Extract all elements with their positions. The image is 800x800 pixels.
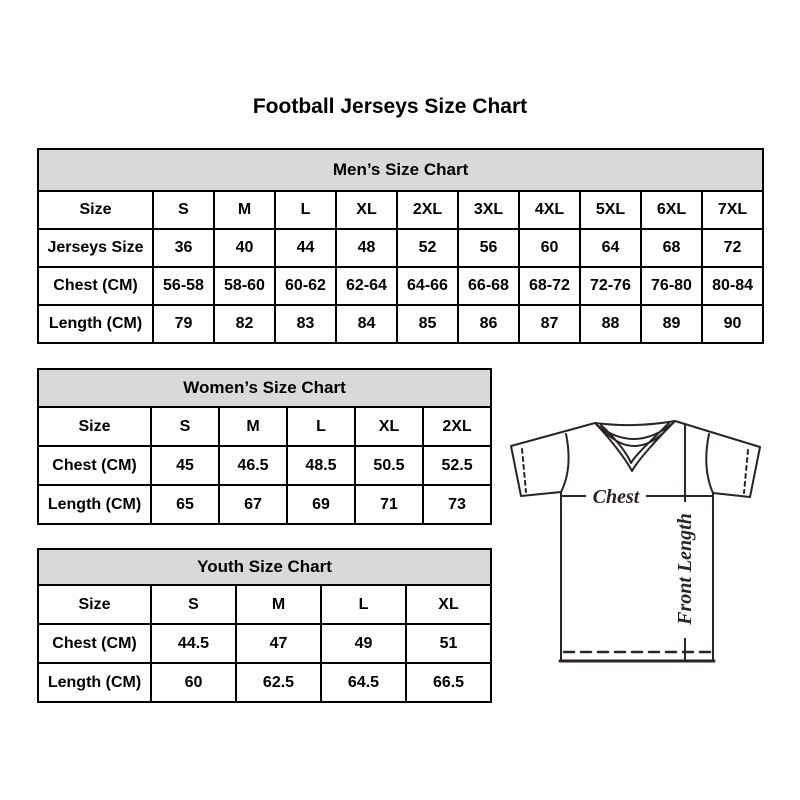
table-cell: 60-62: [275, 267, 336, 305]
table-cell: 3XL: [458, 191, 519, 229]
table-cell: 64: [580, 229, 641, 267]
table-cell: L: [287, 407, 355, 446]
table-cell: 82: [214, 305, 275, 343]
table-cell: 89: [641, 305, 702, 343]
chest-label: Chest: [592, 486, 640, 508]
table-cell: XL: [355, 407, 423, 446]
table-cell: 56-58: [153, 267, 214, 305]
table-cell: S: [151, 585, 236, 624]
table-cell: 36: [153, 229, 214, 267]
table-cell: 79: [153, 305, 214, 343]
table-cell: 72-76: [580, 267, 641, 305]
table-row: [38, 229, 763, 267]
table-cell: 69: [287, 485, 355, 524]
table-cell: 65: [151, 485, 219, 524]
table-cell: 68: [641, 229, 702, 267]
table-cell: 7XL: [702, 191, 763, 229]
table-cell: S: [153, 191, 214, 229]
table-cell: 76-80: [641, 267, 702, 305]
table-cell: 47: [236, 624, 321, 663]
table-cell: 85: [397, 305, 458, 343]
row-label: Chest (CM): [38, 267, 153, 305]
table-row: [38, 305, 763, 343]
table-cell: 48: [336, 229, 397, 267]
table-cell: 64-66: [397, 267, 458, 305]
table-row: [38, 407, 491, 446]
youth-size-table: [37, 548, 492, 703]
jersey-measurement-diagram: [505, 408, 770, 668]
row-label: Length (CM): [38, 663, 151, 702]
table-cell: 62.5: [236, 663, 321, 702]
table-cell: 5XL: [580, 191, 641, 229]
table-cell: XL: [406, 585, 491, 624]
table-cell: 64.5: [321, 663, 406, 702]
table-cell: 80-84: [702, 267, 763, 305]
table-row: [38, 446, 491, 485]
table-cell: 2XL: [423, 407, 491, 446]
table-cell: 50.5: [355, 446, 423, 485]
table-cell: 51: [406, 624, 491, 663]
row-label: Chest (CM): [38, 624, 151, 663]
table-cell: 67: [219, 485, 287, 524]
table-cell: 66-68: [458, 267, 519, 305]
row-label: Size: [38, 407, 151, 446]
table-cell: 60: [519, 229, 580, 267]
table-cell: L: [275, 191, 336, 229]
row-label: Size: [38, 191, 153, 229]
table-cell: 88: [580, 305, 641, 343]
table-cell: 46.5: [219, 446, 287, 485]
table-row: [38, 267, 763, 305]
table-cell: 56: [458, 229, 519, 267]
table-cell: 44: [275, 229, 336, 267]
row-label: Size: [38, 585, 151, 624]
table-row: [38, 585, 491, 624]
table-cell: 44.5: [151, 624, 236, 663]
row-label: Length (CM): [38, 305, 153, 343]
table-cell: 48.5: [287, 446, 355, 485]
table-cell: 86: [458, 305, 519, 343]
table-row: [38, 485, 491, 524]
table-cell: M: [214, 191, 275, 229]
table-cell: 52: [397, 229, 458, 267]
table-cell: 60: [151, 663, 236, 702]
table-cell: M: [236, 585, 321, 624]
table-cell: 72: [702, 229, 763, 267]
table-cell: 87: [519, 305, 580, 343]
table-cell: 68-72: [519, 267, 580, 305]
table-row: [38, 663, 491, 702]
table-cell: M: [219, 407, 287, 446]
row-label: Jerseys Size: [38, 229, 153, 267]
table-cell: 49: [321, 624, 406, 663]
youth-table-header: Youth Size Chart: [38, 549, 491, 585]
table-cell: 83: [275, 305, 336, 343]
table-cell: 6XL: [641, 191, 702, 229]
table-cell: 40: [214, 229, 275, 267]
table-row: [38, 624, 491, 663]
table-cell: 45: [151, 446, 219, 485]
table-cell: 66.5: [406, 663, 491, 702]
row-label: Chest (CM): [38, 446, 151, 485]
table-cell: 90: [702, 305, 763, 343]
table-row: [38, 191, 763, 229]
table-cell: 58-60: [214, 267, 275, 305]
table-cell: 4XL: [519, 191, 580, 229]
table-cell: S: [151, 407, 219, 446]
table-cell: 52.5: [423, 446, 491, 485]
mens-table-header: Men’s Size Chart: [38, 149, 763, 191]
table-cell: XL: [336, 191, 397, 229]
mens-size-table: [37, 148, 764, 344]
table-cell: 73: [423, 485, 491, 524]
table-cell: 2XL: [397, 191, 458, 229]
table-cell: L: [321, 585, 406, 624]
table-cell: 71: [355, 485, 423, 524]
womens-size-table: [37, 368, 492, 525]
table-cell: 62-64: [336, 267, 397, 305]
womens-table-header: Women’s Size Chart: [38, 369, 491, 407]
front-length-label: Front Length: [674, 513, 696, 625]
page-title: Football Jerseys Size Chart: [252, 95, 528, 118]
table-cell: 84: [336, 305, 397, 343]
jersey-diagram-svg: [505, 408, 770, 668]
row-label: Length (CM): [38, 485, 151, 524]
